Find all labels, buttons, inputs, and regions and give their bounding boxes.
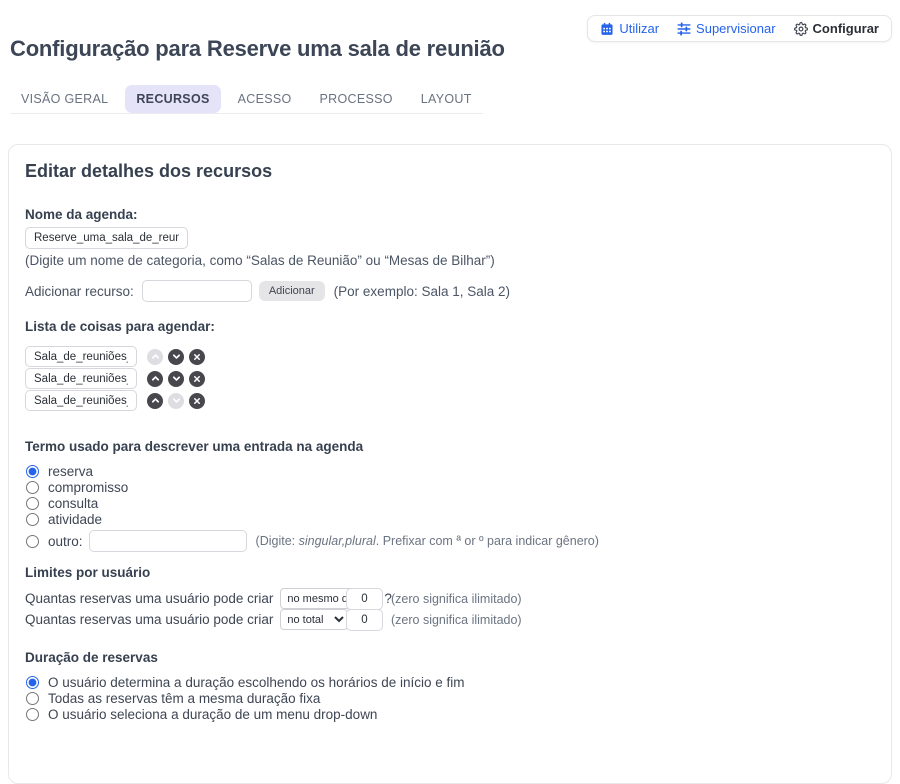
agenda-name-input[interactable] (25, 227, 188, 249)
agenda-name-label: Nome da agenda: (25, 207, 138, 222)
resources-panel (8, 144, 892, 784)
duration-option-label: O usuário seleciona a duração de um menu drop-down (48, 706, 378, 722)
add-resource-row (25, 279, 875, 303)
resource-row (25, 368, 875, 389)
term-other-input[interactable] (89, 530, 247, 552)
term-option-outro (25, 530, 875, 552)
move-up-button[interactable] (147, 393, 163, 409)
limit-count-input[interactable] (346, 588, 383, 610)
tab-recursos[interactable]: RECURSOS (125, 85, 220, 113)
term-option-label: consulta (48, 495, 99, 511)
chevron-up-icon (151, 352, 160, 361)
term-option-atividade (25, 511, 875, 527)
calendar-icon (600, 22, 614, 36)
duration-option-start-end (25, 674, 875, 690)
term-radio-compromisso[interactable] (26, 481, 39, 494)
limit-row-per-day (25, 588, 875, 609)
term-option-reserva (25, 463, 875, 479)
panel-heading: Editar detalhes dos recursos (25, 161, 273, 181)
tab-processo[interactable]: PROCESSO (319, 92, 393, 106)
add-resource-input[interactable] (142, 280, 252, 302)
duration-section-label: Duração de reservas (25, 650, 158, 665)
tab-layout[interactable]: LAYOUT (420, 92, 472, 106)
gear-icon (794, 22, 808, 36)
utilizar-button[interactable] (600, 21, 659, 36)
duration-option-label: O usuário determina a duração escolhendo os horários de início e fim (48, 674, 465, 690)
utilizar-label: Utilizar (619, 21, 660, 36)
term-options (25, 463, 875, 552)
limit-count-input[interactable] (346, 609, 383, 631)
close-icon (193, 397, 201, 405)
limit-row-total (25, 609, 875, 630)
limit-hint: (zero significa ilimitado) (391, 591, 522, 606)
term-option-consulta (25, 495, 875, 511)
page-title: Configuração para Reserve uma sala de reunião (10, 36, 505, 61)
configurar-button[interactable] (794, 21, 879, 36)
term-radio-consulta[interactable] (26, 497, 39, 510)
duration-option-fixed (25, 690, 875, 706)
chevron-up-icon (151, 374, 160, 383)
limit-rows (25, 588, 875, 630)
tab-acesso[interactable]: ACESSO (237, 92, 292, 106)
supervisionar-button[interactable] (677, 21, 776, 36)
resource-list-label: Lista de coisas para agendar: (25, 319, 215, 334)
add-resource-label: Adicionar recurso: (25, 283, 134, 299)
add-resource-hint: (Por exemplo: Sala 1, Sala 2) (333, 283, 511, 299)
supervisionar-label: Supervisionar (696, 21, 776, 36)
configurar-label: Configurar (812, 21, 879, 36)
move-up-button[interactable] (147, 371, 163, 387)
tab-visao-geral[interactable]: VISÃO GERAL (21, 92, 109, 106)
duration-option-label: Todas as reservas têm a mesma duração fixa (48, 690, 321, 706)
agenda-name-hint: (Digite um nome de categoria, como “Salas de Reunião” ou “Mesas de Bilhar”) (25, 253, 495, 268)
sliders-icon (677, 22, 691, 36)
term-option-compromisso (25, 479, 875, 495)
term-radio-atividade[interactable] (26, 513, 39, 526)
view-switcher-toolbar (587, 15, 892, 42)
term-option-label: outro: (48, 533, 83, 549)
term-section-label: Termo usado para descrever uma entrada na agenda (25, 439, 364, 454)
duration-options (25, 674, 875, 722)
chevron-down-icon (172, 352, 181, 361)
duration-radio-dropdown[interactable] (26, 708, 39, 721)
chevron-up-icon (151, 396, 160, 405)
remove-button[interactable] (189, 371, 205, 387)
move-down-button[interactable] (168, 371, 184, 387)
resource-name-input[interactable] (25, 368, 137, 389)
resource-name-input[interactable] (25, 390, 137, 411)
resource-row (25, 390, 875, 411)
limit-hint: (zero significa ilimitado) (391, 612, 522, 627)
close-icon (193, 375, 201, 383)
term-option-label: atividade (48, 511, 103, 527)
remove-button[interactable] (189, 393, 205, 409)
question-mark: ? (384, 591, 392, 606)
move-down-button[interactable] (168, 349, 184, 365)
limit-row-label: Quantas reservas uma usuário pode criar (25, 612, 274, 627)
close-icon (193, 353, 201, 361)
chevron-down-icon (172, 396, 181, 405)
duration-radio-fixed[interactable] (26, 692, 39, 705)
limit-period-select[interactable] (280, 609, 348, 630)
move-down-button[interactable] (168, 393, 184, 409)
term-radio-reserva[interactable] (26, 465, 39, 478)
term-option-label: reserva (48, 463, 94, 479)
term-option-label: compromisso (48, 479, 129, 495)
duration-radio-start-end[interactable] (26, 676, 39, 689)
remove-button[interactable] (189, 349, 205, 365)
add-resource-button[interactable]: Adicionar (259, 281, 325, 301)
term-other-hint: (Digite: singular,plural. Prefixar com ª or º para indicar gênero) (255, 534, 599, 548)
limit-row-label: Quantas reservas uma usuário pode criar (25, 591, 274, 606)
resource-name-input[interactable] (25, 346, 137, 367)
resource-row (25, 346, 875, 367)
chevron-down-icon (172, 374, 181, 383)
settings-tabs (10, 85, 483, 114)
resource-list (25, 346, 875, 411)
limits-section-label: Limites por usuário (25, 565, 151, 580)
duration-option-dropdown (25, 706, 875, 722)
term-radio-outro[interactable] (26, 535, 39, 548)
move-up-button[interactable] (147, 349, 163, 365)
